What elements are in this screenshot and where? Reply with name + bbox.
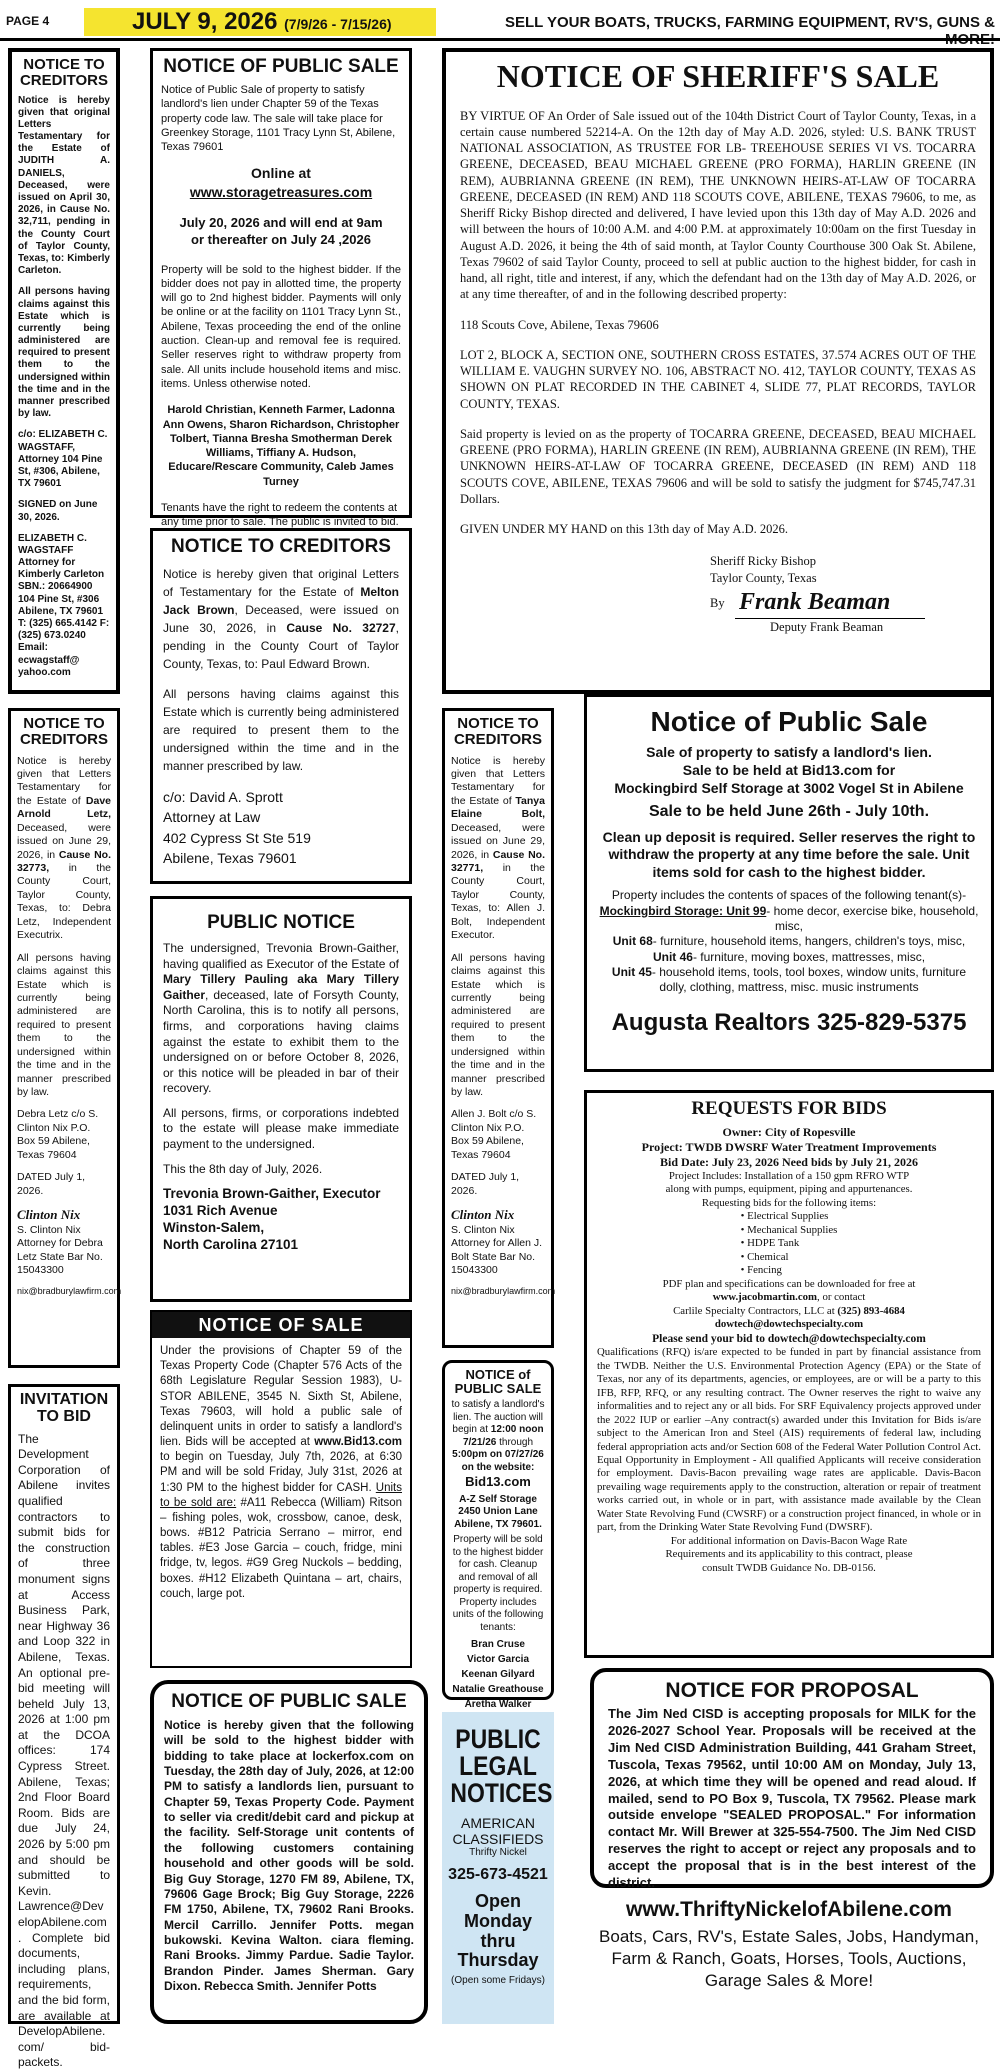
tenant-name: Bran Cruse bbox=[471, 1639, 525, 1651]
bid-line: Requesting bids for the following items: bbox=[701, 1196, 877, 1209]
attorney-block bbox=[163, 787, 399, 868]
bid13-link[interactable]: www.Bid13.com bbox=[314, 1436, 402, 1449]
issue-date: JULY 9, 2026 bbox=[132, 8, 278, 35]
jacobmartin-link[interactable]: www.jacobmartin.com bbox=[712, 1291, 818, 1304]
bid-send: Please send your bid to dowtech@dowtechspecialty.com bbox=[652, 1332, 926, 1345]
sale-line: Mockingbird Self Storage at 3002 Vogel St in Abilene bbox=[614, 780, 964, 797]
ad-phone: 325-673-4521 bbox=[448, 1866, 548, 1883]
notice-paragraph: 118 Scouts Cove, Abilene, Texas 79606 bbox=[460, 317, 659, 332]
notice-public-gaither bbox=[150, 896, 412, 1302]
notice-title: NOTICE OF PUBLIC SALE bbox=[163, 56, 399, 77]
notice-title: NOTICE of PUBLIC SALE bbox=[454, 1367, 542, 1396]
cause-number: Cause No. 32771, bbox=[451, 848, 545, 874]
notice-paragraph: Notice of Public Sale of property to satisfy landlord's lien under Chapter 59 of the Texas property code law. The sale will take place for Greenkey Storage, 1101 Tracy Lynn St, Abilene, Texas 79601 bbox=[161, 83, 396, 154]
notice-text: Deceased, were issued on June 29, 2026, in bbox=[451, 821, 545, 861]
notice-title: REQUESTS FOR BIDS bbox=[691, 1098, 887, 1119]
notice-sheriff-sale bbox=[442, 48, 994, 694]
notice-proposal bbox=[590, 1668, 994, 1888]
bid-items bbox=[741, 1210, 838, 1277]
unit-line bbox=[597, 934, 981, 949]
ad-line: Thrifty Nickel bbox=[469, 1847, 527, 1858]
sale-dates: Sale to be held June 26th - July 10th. bbox=[648, 803, 930, 821]
notice-invitation-bid bbox=[8, 1384, 120, 2070]
notice-title: NOTICE FOR PROPOSAL bbox=[665, 1679, 919, 1702]
notice-title: NOTICE OF SALE bbox=[152, 1312, 410, 1338]
notice-public-sale-az bbox=[442, 1360, 554, 1711]
notice-title: NOTICE OF SHERIFF'S SALE bbox=[496, 58, 940, 94]
unit-line bbox=[597, 950, 981, 965]
notice-paragraph: The Jim Ned CISD is accepting proposals for MILK for the 2026-2027 School Year. Proposals will be received at the Jim Ned CISD Administration Building, 441 Graham Street, Tuscola, Texas 79562, until 10:00 AM on Monday, July 13, 2026, at which time they will be opened and read aloud. If mailed, send to PO Box 9, Tuscola, TX 79562. Please mark outside envelope "SEALED PROPOSAL." For information contact Mr. Will Brewer at 325-554-7500. The Jim Ned CISD reserves the right to accept or reject any proposals and to accept the proposal that is in the best interest of the district. bbox=[608, 1706, 976, 1890]
cause-number: Cause No. 32727 bbox=[286, 620, 396, 635]
notice-sale-ustor bbox=[150, 1310, 412, 1668]
executor-block bbox=[163, 1186, 399, 1254]
notice-paragraph: Debra Letz c/o S. Clinton Nix P.O. Box 59 Abilene, Texas 79604 bbox=[17, 1108, 99, 1161]
notice-paragraph: S. Clinton Nix Attorney for Debra Letz State Bar No. 15043300 bbox=[17, 1223, 103, 1276]
bid-line bbox=[597, 1291, 981, 1304]
issue-date-banner bbox=[84, 8, 436, 36]
bid-item-label: Fencing bbox=[747, 1264, 782, 1277]
notice-title: NOTICE TO CREDITORS bbox=[171, 536, 391, 557]
bid-line: Requirements and its applicability to this contract, please bbox=[665, 1548, 913, 1561]
end-time: 5:00pm on 07/27/26 bbox=[452, 1449, 544, 1461]
unit-label: Unit 68 bbox=[612, 934, 653, 949]
sale-line: Sale of property to satisfy a landlord's lien. bbox=[646, 744, 932, 761]
bid-item: • HDPE Tank bbox=[740, 1237, 800, 1250]
tenant-name: Keenan Gilyard bbox=[461, 1669, 535, 1681]
bid-line bbox=[597, 1305, 981, 1318]
notice-paragraph: All persons having claims against this Estate which is currently being administered are required to present them to the undersigned within the time and in the manner prescribed by law. bbox=[163, 686, 399, 773]
notice-paragraph bbox=[17, 755, 111, 943]
notice-creditors-letz bbox=[8, 708, 120, 1368]
legal-notices-ad bbox=[442, 1712, 554, 2024]
bid-text: , or contact bbox=[817, 1291, 866, 1304]
attorney-line: Abilene, Texas 79601 bbox=[163, 849, 297, 866]
header-slogan: SELL YOUR BOATS, TRUCKS, FARMING EQUIPMENT, RV'S, GUNS & bbox=[504, 14, 995, 31]
ad-line: CLASSIFIEDS bbox=[452, 1831, 544, 1847]
bid-item: • Electrical Supplies bbox=[740, 1210, 829, 1223]
notice-paragraph bbox=[163, 565, 399, 673]
bid-line: consult TWDB Guidance No. DB-0156. bbox=[702, 1561, 876, 1574]
signature-block bbox=[460, 553, 976, 587]
notice-text: to satisfy a landlord's lien. The auction will begin at bbox=[451, 1399, 545, 1436]
notice-paragraph: Notice is hereby given that original Letters Testamentary for the Estate of JUDITH A. DANIELS, Deceased, were issued on April 30, 2026, in Cause No. 32,711, pending in the County Court of Taylor County, Texas, to: Kimberly Carleton. bbox=[18, 94, 110, 277]
deputy-line: Deputy Frank Beaman bbox=[770, 620, 884, 635]
ad-hours: thru Thursday bbox=[457, 1930, 539, 1971]
bid-line: Project Includes: Installation of a 150 gpm RFRO WTP bbox=[668, 1169, 910, 1182]
notice-paragraph: GIVEN UNDER MY HAND on this 13th day of May A.D. 2026. bbox=[460, 522, 788, 537]
estate-name: Melton Jack Brown bbox=[163, 584, 400, 617]
notice-paragraph: LOT 2, BLOCK A, SECTION ONE, SOUTHERN CROSS ESTATES, 37.574 ACRES OUT OF THE WILLIAM E. VAUGHN SURVEY NO. 106, ABSTRACT NO. 412, TAYLOR COUNTY, TEXAS AS SHOWN ON PLAT RECORDED IN THE CABINET 4, SLIDE 77, PLAT RECORDS, TAYLOR COUNTY, TEXAS. bbox=[460, 347, 976, 411]
notice-paragraph bbox=[163, 941, 399, 1097]
signer-line: Sheriff Ricky Bishop bbox=[710, 554, 817, 569]
notice-paragraph: The Development Corporation of Abilene invites qualified contractors to submit bids for the construction of three monument signs at Access Business Park, near Highway 36 and Loop 322 in Abilene, Texas. An optional pre-bid meeting will beheld July 13, 2026 at 1:00 pm at the DCOA offices: 174 Cypress Street. Abilene, Texas; 2nd Floor Board Room. Bids are due July 24, 2026 by 5:00 pm and should be submitted to Kevin. Lawrence@DevelopAbilene.com. Complete bid documents, including plans, requirements, and the bid form, are available at DevelopAbilene.com/ bid-packets. bbox=[18, 1431, 110, 2070]
promo-text: Boats, Cars, RV's, Estate Sales, Jobs, Handyman, Farm & Ranch, Goats, Horses, Tools, Auctions, Garage Sales & More! bbox=[599, 1927, 979, 1991]
units-list: #A11 Rebecca (William) Ritson – fishing poles, wok, crossbow, canoe, desk, bows. #B12 Patricia Serrano – mirror, end tables. #E3 Jose Garcia – couch, fridge, mini fridge, tv, legos. #G9 Greg Nuckols – bedding, boxes. #H12 Elizabeth Quintana – art, chairs, couch, large pot. bbox=[160, 1496, 402, 1600]
unit-contents: - home decor, exercise bike, household, misc, bbox=[766, 903, 979, 934]
notice-paragraph: Property will be sold to the highest bidder. If the bidder does not pay in allotted time, the property will go to 2nd highest bidder. Payments will only be online or at the facility on 1101 Tracy Lynn St., Abilene, Texas proceeding the end of the online auction. Clean-up and removal fee is required. Seller reserves right to withdraw property from sale. All units include household items and misc. items. Unless otherwise noted. bbox=[161, 263, 401, 390]
bid-project: Project: TWDB DWSRF Water Treatment Improvements bbox=[641, 1139, 937, 1154]
unit-contents: - furniture, moving boxes, mattresses, misc, bbox=[692, 949, 926, 964]
ad-note: (Open some Fridays) bbox=[451, 1975, 545, 1987]
notice-paragraph: Said property is levied on as the property of TOCARRA GREENE, DECEASED, BEAU MICHAEL GREENE (PRO FORMA), HARLIN GREENE (IN REM), AUBRIANNA GREENE (IN REM), THE UNKNOWN HEIRS-AT-LAW OF TOCARRA GREENE, DECEASED (IN REM) AND 118 SCOUTS COVE, ABILENE, TEXAS 79606 and will be sold to satisfy the judgment for $745,747.31 Dollars. bbox=[460, 426, 976, 506]
unit-label: Unit 46 bbox=[652, 949, 693, 964]
notice-title: PUBLIC NOTICE bbox=[207, 912, 355, 933]
notice-text: to begin on Tuesday, July 7th, 2026, at 6:30 PM and will be sold Friday, July 31st, 2026 at 1:30 PM to the highest bidder for CASH. bbox=[160, 1451, 402, 1494]
tenant-name: Victor Garcia bbox=[466, 1654, 530, 1666]
notice-body bbox=[451, 1399, 545, 1727]
notice-text: , pending in the County Court of Taylor County, Texas, to: Paul Edward Brown. bbox=[163, 620, 399, 671]
sale-dates: July 20, 2026 and will end at 9am or thereafter on July 24 ,2026 bbox=[179, 214, 383, 247]
notice-text: Deceased, were issued on June 29, 2026, in bbox=[17, 821, 111, 861]
bid-line: For additional information on Davis-Bacon Wage Rate bbox=[670, 1534, 908, 1547]
tenant-names: Harold Christian, Kenneth Farmer, Ladonna Ann Owens, Sharon Richardson, Christopher Tolbert, Tianna Bresha Smotherman Derek Williams, Tiffiany A. Hudson, Educare/Rescare Community, Caleb James Turney bbox=[162, 404, 400, 488]
notice-paragraph: ELIZABETH C. WAGSTAFF Attorney for Kimberly Carleton SBN.: 20664900 104 Pine St, #306 Abilene, TX 79601 T: (325) 665.4142 F: (325) 673.0240 Email: ecwagstaff@ yahoo.com bbox=[18, 532, 110, 678]
bid-email[interactable]: dowtech@dowtechspecialty.com bbox=[714, 1318, 864, 1331]
footer-promo bbox=[584, 1898, 994, 2024]
promo-url[interactable]: www.ThriftyNickelofAbilene.com bbox=[626, 1898, 952, 1921]
notice-paragraph: DATED July 1, 2026. bbox=[17, 1171, 86, 1197]
by-line bbox=[460, 589, 976, 619]
executor-line: Winston-Salem, bbox=[163, 1220, 265, 1235]
notice-paragraph: c/o: ELIZABETH C. WAGSTAFF, Attorney 104 Pine St, #306, Abilene, TX 79601 bbox=[18, 429, 108, 490]
bid-line: along with pumps, equipment, piping and appurtenances. bbox=[665, 1183, 913, 1196]
notice-paragraph: All persons, firms, or corporations indebted to the estate will please make immediate payment to the undersigned. bbox=[163, 1105, 399, 1152]
notice-text: Notice is hereby given that Letters Testamentary for the Estate of bbox=[17, 754, 111, 807]
bid-item-label: HDPE Tank bbox=[747, 1237, 800, 1250]
notice-paragraph: All persons having claims against this Estate which is currently being administered are required to present them to the undersigned within the time and in the manner prescribed by law. bbox=[17, 951, 111, 1098]
cause-number: Cause No. 32773, bbox=[17, 848, 111, 874]
bid-item: • Fencing bbox=[740, 1264, 782, 1277]
storagetreasures-link[interactable]: www.storagetreasures.com bbox=[189, 183, 373, 200]
page-number: PAGE 4 bbox=[6, 14, 50, 28]
notice-paragraph: Notice is hereby given that the following will be sold to the highest bidder with bidding to take place at lockerfox.com on Tuesday, the 28th day of July, 2026, at 12:00 PM to satisfy a landlords lien, pursuant to Chapter 59, Texas Property Code. Payment to seller via credit/debit card and pickup at the facility. Self-Storage unit contents of the following customers containing household and other goods will be sold. Big Guy Storage, 1270 FM 89, Abilene, TX, 79606 Gage Brock; Big Guy Storage, 2226 FM 1750, Abilene, TX, 79602 Rani Brooks. Mercil Carrillo. Jennifer Potts. megan bukowski. Kevina Walton. ciara fleming. Rani Brooks. Jimmy Pardue. Sadie Taylor. Brandon Pinder. James Sherman. Gary Dixon. Rebecca Smith. Jennifer Potts bbox=[164, 1717, 414, 1994]
notice-public-sale-greenkey bbox=[150, 48, 412, 529]
facility-address: A-Z Self Storage 2450 Union Lane Abilene, TX 79601. bbox=[454, 1493, 542, 1530]
notice-paragraph: Tenants have the right to redeem the contents at any time prior to sale. The public is invited to bid. bbox=[161, 502, 399, 529]
signature: Clinton Nix bbox=[17, 1207, 81, 1223]
notice-creditors-brown bbox=[150, 528, 412, 884]
sale-line: Property includes the contents of spaces of the following tenant(s)- bbox=[611, 888, 967, 903]
attorney-email[interactable]: nix@bradburylawfirm.com bbox=[17, 1286, 122, 1297]
issue-range: (7/9/26 - 7/15/26) bbox=[284, 16, 392, 32]
bid-item-label: Mechanical Supplies bbox=[747, 1223, 838, 1236]
unit-contents: - furniture, household items, hangers, children's toys, misc, bbox=[652, 934, 966, 949]
sale-line: Sale to be held at Bid13.com for bbox=[682, 762, 896, 779]
unit-line bbox=[597, 904, 981, 935]
notice-text: in the County Court, Taylor County, Texas, to: Debra Letz, Independent Executrix. bbox=[17, 862, 112, 942]
notice-paragraph: DATED July 1, 2026. bbox=[451, 1171, 520, 1197]
bid-item: • Chemical bbox=[740, 1250, 789, 1263]
notice-creditors-bolt bbox=[442, 708, 554, 1348]
bid-date: Bid Date: July 23, 2026 Need bids by July 21, 2026 bbox=[659, 1154, 919, 1169]
executor-line: North Carolina 27101 bbox=[163, 1236, 299, 1252]
signer-line: Taylor County, Texas bbox=[710, 571, 817, 586]
unit-label: Mockingbird Storage: Unit 99 bbox=[599, 903, 767, 918]
estate-name: Tanya Elaine Bolt, bbox=[451, 794, 545, 821]
notice-requests-bids bbox=[584, 1090, 994, 1658]
signature: Clinton Nix bbox=[451, 1207, 515, 1223]
ad-line: LEGAL bbox=[459, 1751, 537, 1781]
notice-text: , deceased, late of Forsyth County, North Carolina, this is to notify all persons, firms, and corporations having claims against the estate to exhibit them to the undersigned on or before October 8, 2026, or this notice will be pleaded in bar of their recovery. bbox=[163, 987, 399, 1096]
notice-title: NOTICE OF PUBLIC SALE bbox=[171, 1691, 407, 1712]
bid-owner: Owner: City of Ropesville bbox=[722, 1124, 856, 1139]
notice-title: INVITATION TO BID bbox=[19, 1391, 109, 1425]
realtor-footer: Augusta Realtors 325-829-5375 bbox=[611, 1008, 967, 1036]
notice-text: , Deceased, were issued on June 30, 2026, in bbox=[163, 602, 399, 635]
bid13-link[interactable]: Bid13.com bbox=[465, 1474, 531, 1490]
notice-text: Under the provisions of Chapter 59 of the Texas Property Code (Chapter 576 Acts of the 68th Legislature Regular Session 1983), U-STOR ABILENE, 3545 N. Sixth St, Abilene, Texas 79603, will hold a public sale of delinquent units in order to satisfy a landlord's lien. Bids will be accepted at bbox=[160, 1345, 402, 1449]
notice-title: NOTICE TO CREDITORS bbox=[19, 56, 109, 89]
unit-label: Unit 45 bbox=[611, 965, 652, 980]
notice-paragraph: S. Clinton Nix Attorney for Allen J. Bolt State Bar No. 15043300 bbox=[451, 1223, 543, 1276]
executor-line: Trevonia Brown-Gaither, Executor bbox=[163, 1186, 381, 1202]
signature: Frank Beaman bbox=[735, 587, 925, 619]
tenant-name: Aretha Walker bbox=[464, 1699, 532, 1711]
header-rule bbox=[0, 38, 1000, 41]
tenant-name: Natalie Greathouse bbox=[452, 1684, 544, 1696]
bid-text: Carlile Specialty Contractors, LLC at bbox=[673, 1304, 835, 1317]
executor-line: 1031 Rich Avenue bbox=[163, 1203, 278, 1219]
bid-item-label: Electrical Supplies bbox=[747, 1210, 829, 1223]
bid-item: • Mechanical Supplies bbox=[740, 1223, 838, 1236]
notice-text: in the County Court, Taylor County, Texas, to: Allen J. Bolt, Independent Executor. bbox=[451, 862, 546, 942]
notice-body bbox=[152, 1338, 410, 1608]
notice-public-sale-lockerfox bbox=[150, 1680, 428, 2024]
notice-paragraph: BY VIRTUE OF An Order of Sale issued out of the 104th District Court of Taylor County, Texas, in a certain cause numbered 52214-A. On the 12th day of May A.D. 2026, styled: U.S. BANK TRUST NATIONAL ASSOCIATION, AS TRUSTEE FOR LB- TREEHOUSE SERIES VI VS. TOCARRA GREENE, DECEASED, BEAU MICHAEL GREENE (PRO FORMA), HARLIN GREENE (IN REM), AUBRIANNA GREENE (IN REM), THE UNKNOWN HEIRS-AT-LAW OF TOCARRA GREENE, DECEASED (IN REM) AND 118 SCOUTS COVE, ABILENE, TEXAS 79606, to me, as Sheriff Ricky Bishop directed and delivered, I have levied upon this 13th day of May A.D. 2026 and will between the hours of 10:00 A.M. and 4:00 P.M. at approximately 10:00am on the first Tuesday in August A.D. 2026, it being the 4th of said month, at Taylor County Courthouse 300 Oak St. Abilene, Texas 79602 of said Taylor County, proceed to sell at public auction to the highest bidder, for cash in hand, all right, title and interest, if any, which the defendant had on the 13th day of May A.D. 2026, or at any time thereafter, of and in the following described property: bbox=[460, 108, 976, 302]
notice-paragraph: All persons having claims against this Estate which is currently being administered are required to present them to the undersigned within the time and in the manner prescribed by law. bbox=[18, 286, 110, 420]
bid-body: Qualifications (RFQ) is/are expected to be funded in part by financial assistance from the TWDB. Neither the U.S. Environmental Protection Agency (EPA) or the State of Texas, nor any of its departments, agencies, or employees, are or will be a party to this IFB, RFP, RFQ, or any resulting contract. The Owner reserves the right to waive any informalities and to reject any or all bids. For SRF Equivalency projects approved under the 2022 IUP or earlier –Any contract(s) awarded under this Invitation for Bids is/are subject to the American Iron and Steel (AIS) requirements of federal law, including federal appropriation acts and/or Section 608 of the Federal Water Pollution Control Act. Equal Opportunity in Employment - All qualified Applicants will receive consideration for employment. Davis-Bacon prevailing wage rates are applicable. Davis-Bacon prevailing wage requirements apply to the construction, alteration or repair of treatment works carried out, in whole or in part, with assistance made available by the Clean Water State Revolving Fund (CWSRF) or a construction project financed, in whole or in part, from the Drinking Water State Revolving Fund (DWSRF). bbox=[597, 1346, 981, 1534]
notice-title: Notice of Public Sale bbox=[650, 706, 928, 737]
unit-contents: - household items, tools, tool boxes, window units, furniture dolly, clothing, mattress, misc. music instruments bbox=[651, 965, 967, 995]
notice-text: Notice is hereby given that original Letters of Testamentary for the Estate of bbox=[163, 566, 399, 599]
notice-text: The undersigned, Trevonia Brown-Gaither, having qualified as Executor of the Estate of bbox=[163, 940, 399, 971]
sale-line: Clean up deposit is required. Seller reserves the right to withdraw the property at any time before the sale. Unit items sold for cash to the highest bidder. bbox=[602, 828, 976, 881]
website-label: on the website: bbox=[461, 1461, 535, 1473]
notice-paragraph: All persons having claims against this Estate which is currently being administered are required to present them to the undersigned within the time and in the manner prescribed by law. bbox=[451, 951, 545, 1098]
notice-title: NOTICE TO CREDITORS bbox=[19, 715, 109, 748]
start-time: 12:00 noon 7/21/26 bbox=[462, 1424, 544, 1448]
notice-text: Property will be sold to the highest bidder for cash. Cleanup and removal of all property is required. Property includes units of the following tenants: bbox=[452, 1534, 544, 1633]
online-label: Online at bbox=[251, 165, 311, 182]
notice-public-sale-bid13 bbox=[584, 694, 994, 1072]
units-label: Units to be sold are: bbox=[160, 1481, 402, 1509]
ad-line: PUBLIC bbox=[455, 1724, 541, 1754]
attorney-line: Attorney at Law bbox=[163, 809, 261, 826]
attorney-line: 402 Cypress St Ste 519 bbox=[163, 829, 311, 846]
estate-name: Dave Arnold Letz, bbox=[17, 794, 111, 821]
attorney-email[interactable]: nix@bradburylawfirm.com bbox=[451, 1286, 556, 1297]
notice-text: Notice is hereby given that Letters Testamentary for the Estate of bbox=[451, 754, 545, 807]
bid-phone: (325) 893-4684 bbox=[837, 1304, 905, 1317]
bid-item-label: Chemical bbox=[747, 1250, 789, 1263]
unit-line bbox=[597, 965, 981, 996]
ad-line: AMERICAN bbox=[461, 1815, 535, 1831]
ad-line: NOTICES bbox=[450, 1778, 553, 1808]
by-label: By bbox=[710, 596, 725, 611]
notice-paragraph: This the 8th day of July, 2026. bbox=[163, 1161, 323, 1176]
bid-line: PDF plan and specifications can be downloaded for free at bbox=[662, 1277, 916, 1290]
notice-creditors-daniels bbox=[8, 48, 120, 694]
estate-name: Mary Tillery Pauling aka Mary Tillery Gaither bbox=[163, 972, 399, 1002]
online-line bbox=[161, 164, 401, 200]
notice-paragraph: SIGNED on June 30, 2026. bbox=[18, 499, 98, 523]
notice-title: NOTICE TO CREDITORS bbox=[453, 715, 543, 748]
notice-paragraph bbox=[451, 755, 545, 943]
notice-text: through bbox=[499, 1436, 534, 1448]
notice-paragraph: Allen J. Bolt c/o S. Clinton Nix P.O. Box 59 Abilene, Texas 79604 bbox=[451, 1108, 537, 1161]
attorney-line: c/o: David A. Sprott bbox=[163, 788, 283, 805]
ad-hours: Open Monday bbox=[463, 1891, 532, 1931]
